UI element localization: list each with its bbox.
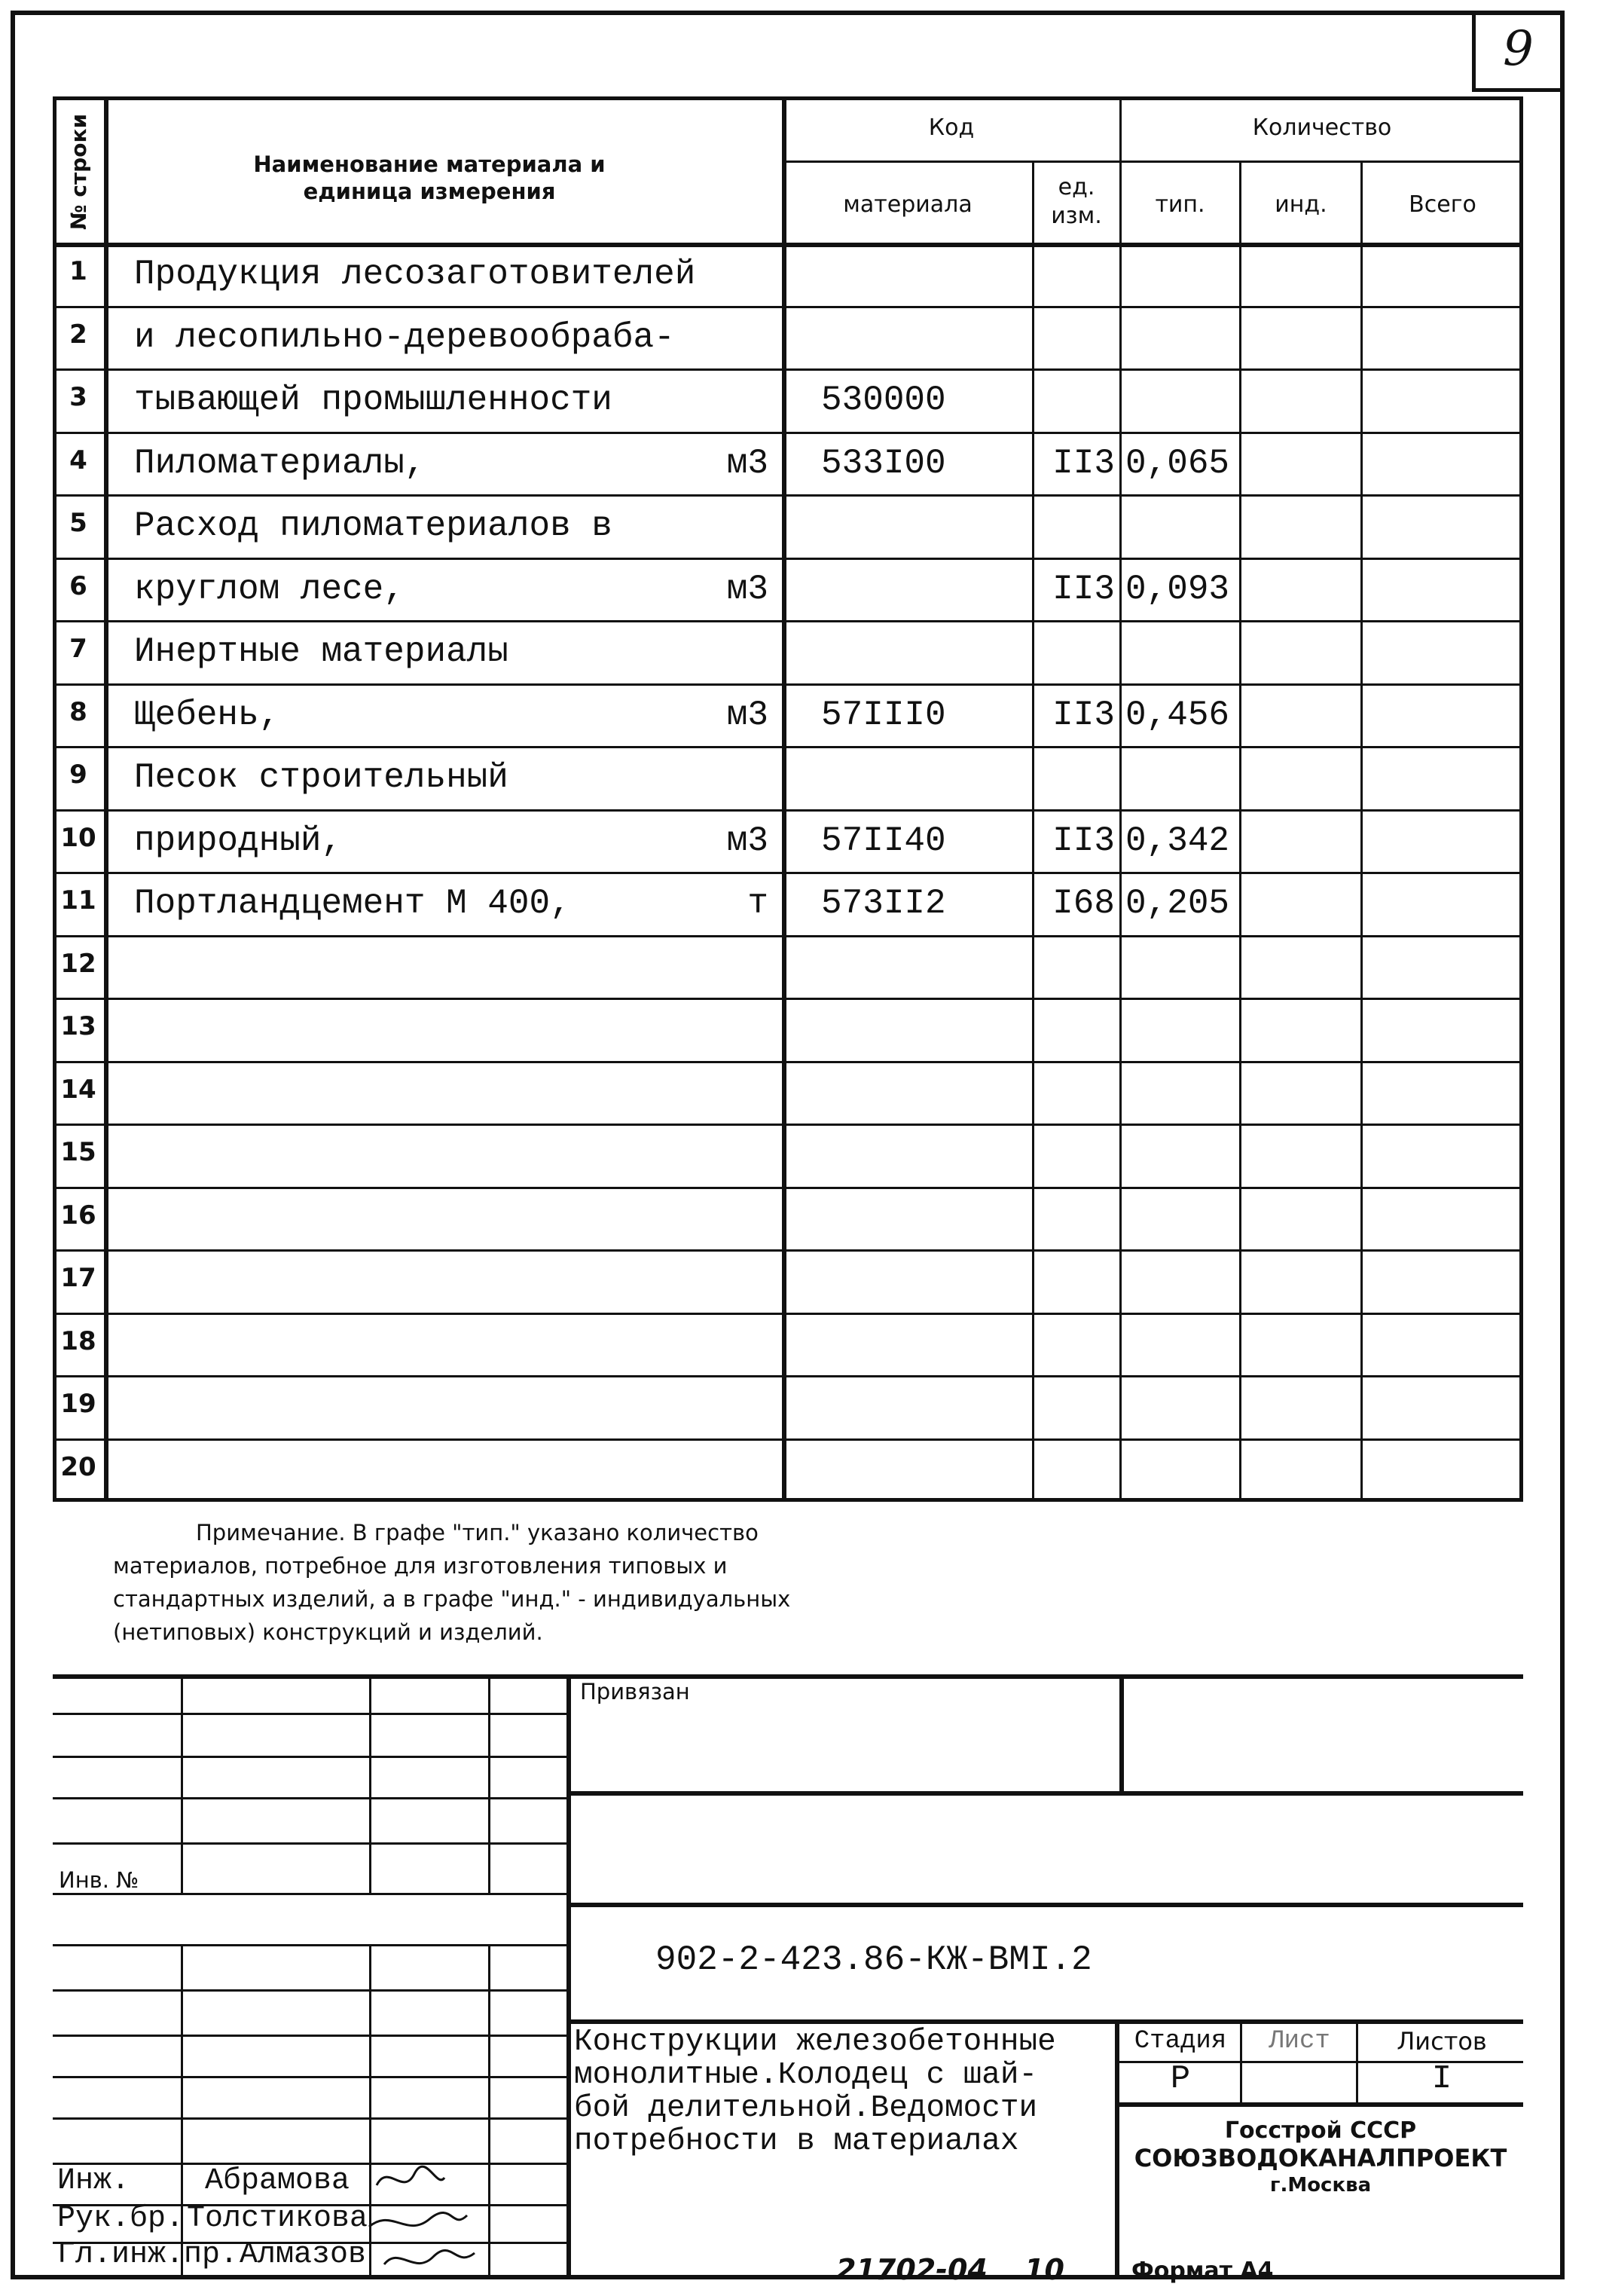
unit: м3 — [726, 821, 768, 861]
note-line: Примечание. В графе "тип." указано количество — [196, 1520, 759, 1545]
material-name: Щебень, — [134, 696, 280, 735]
signature-scribbles — [362, 2155, 520, 2283]
material-name: Расход пиломатериалов в — [134, 506, 612, 546]
row-number: 14 — [60, 1075, 96, 1105]
row-divider — [53, 1061, 1523, 1063]
inventory-number-label: Инв. № — [59, 1867, 139, 1893]
note-block — [113, 1516, 1017, 1649]
unit: т — [747, 884, 768, 923]
org-name: СОЮЗВОДОКАНАЛПРОЕКТ — [1134, 2144, 1507, 2172]
row-number: 18 — [60, 1326, 96, 1356]
row-number: 8 — [69, 697, 87, 727]
footer-page: 10 — [1024, 2253, 1064, 2286]
row-number: 16 — [60, 1200, 96, 1231]
unit: м3 — [726, 444, 768, 483]
row-divider — [53, 620, 1523, 622]
document-code: 902-2-423.86-КЖ-ВМI.2 — [655, 1940, 1092, 1980]
row-divider — [53, 306, 1523, 308]
signer-role: Гл.инж.пр. — [57, 2238, 239, 2272]
material-name: Инертные материалы — [134, 632, 508, 671]
note-line: материалов, потребное для изготовления типовых и — [113, 1553, 728, 1579]
unit: м3 — [726, 696, 768, 735]
signer-name: Алмазов — [240, 2238, 367, 2272]
document-title — [574, 2025, 1056, 2158]
title-line: монолитные.Колодец с шай- — [574, 2058, 1038, 2093]
unit: м3 — [726, 570, 768, 609]
row-divider — [53, 1375, 1523, 1377]
qty-type: 0,093 — [1125, 570, 1230, 609]
row-divider — [53, 558, 1523, 560]
material-code: 530000 — [821, 381, 946, 420]
row-number: 15 — [60, 1137, 96, 1167]
row-divider — [53, 935, 1523, 937]
stage-value: Р — [1170, 2060, 1191, 2098]
signer-role: Инж. — [57, 2164, 130, 2198]
header-qty-total: Всего — [1409, 191, 1476, 218]
row-number: 13 — [60, 1011, 96, 1041]
row-divider — [53, 432, 1523, 434]
material-name: Пиломатериалы, — [134, 444, 426, 483]
unit-code: I68 — [1052, 884, 1115, 923]
header-row-number: № строки — [66, 113, 91, 231]
row-number: 2 — [69, 319, 87, 350]
footer-number: 21702-04 — [836, 2253, 988, 2286]
unit-code: II3 — [1052, 696, 1115, 735]
material-name: и лесопильно-деревообраба- — [134, 318, 675, 357]
row-number: 17 — [60, 1263, 96, 1293]
row-divider — [53, 494, 1523, 497]
material-name: тывающей промышленности — [134, 381, 612, 420]
qty-type: 0,205 — [1125, 884, 1230, 923]
row-number: 11 — [60, 885, 96, 916]
unit-code: II3 — [1052, 570, 1115, 609]
organization — [1118, 2117, 1523, 2199]
row-divider — [53, 746, 1523, 748]
material-name: Продукция лесозаготовителей — [134, 255, 696, 294]
material-code: 57II40 — [821, 821, 946, 861]
stage-label: Стадия — [1134, 2027, 1227, 2056]
sheet-number: 9 — [1503, 21, 1534, 77]
org-ministry: Госстрой СССР — [1224, 2117, 1417, 2144]
row-number: 10 — [60, 823, 96, 853]
org-city: г.Москва — [1269, 2174, 1372, 2197]
material-name: Портландцемент М 400, — [134, 884, 571, 923]
material-code: 533I00 — [821, 444, 946, 483]
row-number: 5 — [69, 508, 87, 538]
footer-format: Формат А4 — [1131, 2258, 1274, 2284]
note-line: стандартных изделий, а в графе "инд." - индивидуальных — [113, 1586, 791, 1612]
row-divider — [53, 1313, 1523, 1315]
row-number: 12 — [60, 949, 96, 979]
title-line: потребности в материалах — [574, 2124, 1019, 2159]
title-line: Конструкции железобетонные — [574, 2025, 1056, 2059]
header-qty-ind: инд. — [1275, 191, 1327, 218]
signer-role: Рук.бр. — [57, 2202, 185, 2236]
row-number: 9 — [69, 760, 87, 790]
row-number: 20 — [60, 1452, 96, 1482]
row-divider — [53, 872, 1523, 874]
header-qty-type: тип. — [1155, 191, 1205, 218]
note-line: (нетиповых) конструкций и изделий. — [113, 1619, 543, 1645]
signer-name: Абрамова — [205, 2164, 350, 2198]
sheets-value: I — [1431, 2060, 1452, 2098]
material-name: Песок строительный — [134, 758, 508, 797]
qty-type: 0,456 — [1125, 696, 1230, 735]
row-number: 7 — [69, 634, 87, 664]
row-number: 6 — [69, 571, 87, 601]
row-divider — [53, 1187, 1523, 1189]
header-unit-code: ед. изм. — [1051, 174, 1102, 229]
title-line: бой делительной.Ведомости — [574, 2091, 1038, 2126]
row-divider — [53, 368, 1523, 371]
material-name: природный, — [134, 821, 343, 861]
sheets-label: Листов — [1397, 2027, 1487, 2056]
qty-type: 0,342 — [1125, 821, 1230, 861]
row-number: 19 — [60, 1389, 96, 1419]
material-name: круглом лесе, — [134, 570, 405, 609]
row-divider — [53, 1438, 1523, 1441]
unit-code: II3 — [1052, 444, 1115, 483]
row-number: 3 — [69, 382, 87, 412]
header-code-material: материала — [843, 191, 973, 218]
row-divider — [53, 1124, 1523, 1126]
row-divider — [53, 809, 1523, 812]
row-divider — [53, 683, 1523, 686]
linked-label: Привязан — [580, 1679, 690, 1704]
header-code: Код — [928, 115, 975, 141]
material-code: 573II2 — [821, 884, 946, 923]
sheet-label: Лист — [1269, 2027, 1330, 2056]
row-divider — [53, 1249, 1523, 1252]
row-divider — [53, 998, 1523, 1000]
row-number: 1 — [69, 256, 87, 286]
unit-code: II3 — [1052, 821, 1115, 861]
material-code: 57III0 — [821, 696, 946, 735]
qty-type: 0,065 — [1125, 444, 1230, 483]
row-number: 4 — [69, 445, 87, 475]
header-quantity: Количество — [1252, 115, 1392, 141]
signer-name: Толстикова — [187, 2202, 368, 2236]
header-name: Наименование материала и единица измерения — [253, 151, 606, 204]
